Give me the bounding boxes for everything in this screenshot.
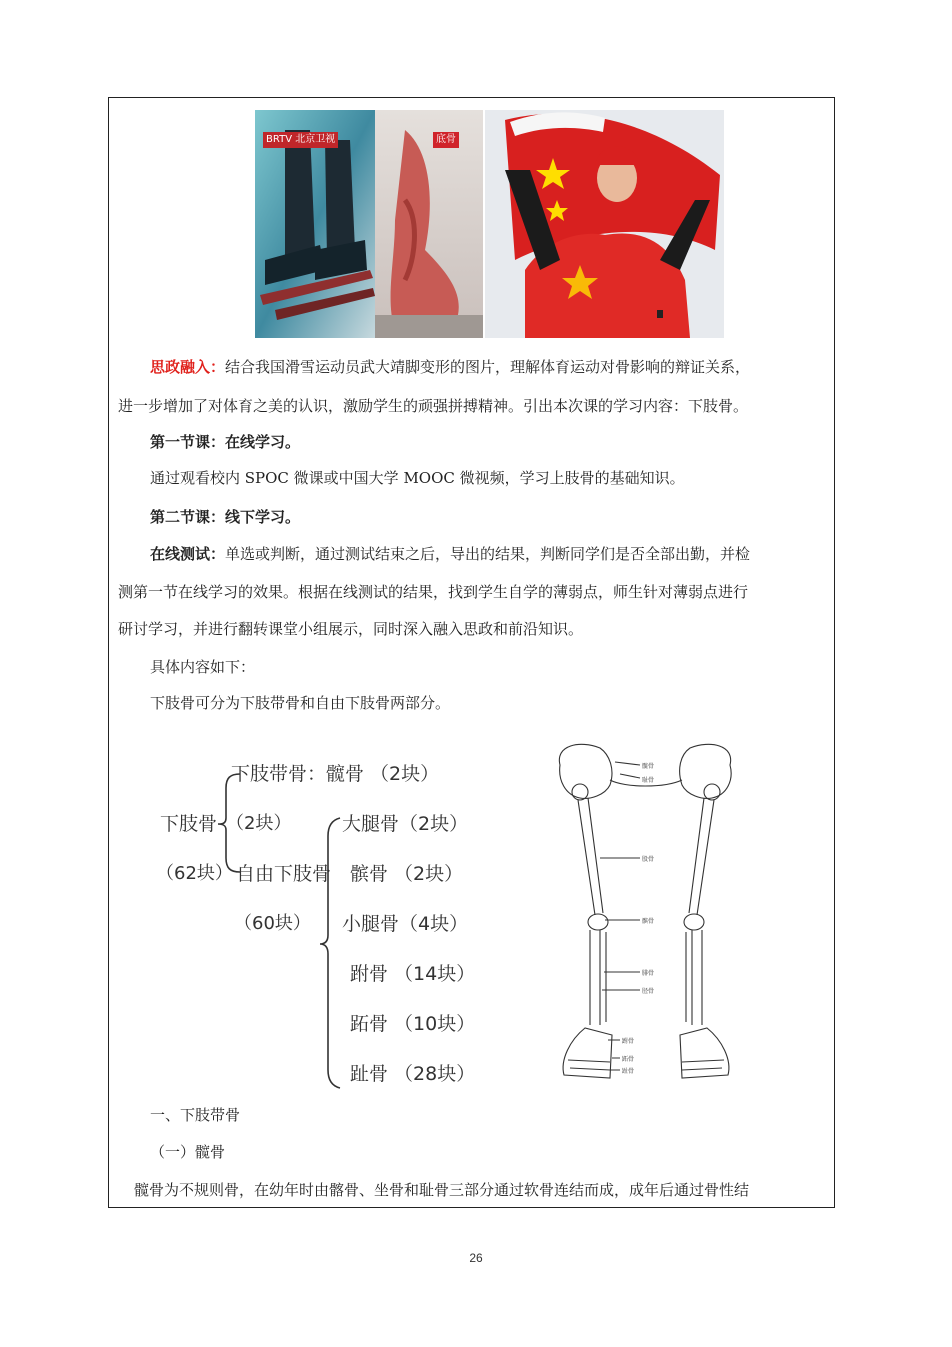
online-test-text: 单选或判断，通过测试结束之后，导出的结果，判断同学们是否全部出勤，并检 (225, 545, 751, 563)
skeleton-label: 腓骨 (642, 970, 655, 977)
page-number: 26 (469, 1251, 483, 1265)
skeleton-label: 跖骨 (622, 1056, 635, 1063)
tv-channel-badge: BRTV 北京卫视 (263, 132, 338, 148)
tree-branch-pelvic-count: （2块） (226, 813, 292, 834)
tree-leaf: 跖骨 （10块） (350, 1013, 476, 1035)
subsection-heading-hip-bone: （一）髋骨 (150, 1143, 226, 1161)
tree-leaf: 跗骨 （14块） (350, 963, 476, 985)
paragraph-online-test (150, 543, 858, 565)
heading-first-lesson: 第一节课：在线学习。 (150, 433, 301, 451)
heading-second-lesson: 第二节课：线下学习。 (150, 508, 301, 526)
skeleton-label: 胫骨 (642, 988, 655, 995)
online-test-label: 在线测试： (150, 545, 226, 563)
skeleton-label: 髌骨 (642, 918, 655, 925)
paragraph-hip-bone: 髋骨为不规则骨，在幼年时由髂骨、坐骨和耻骨三部分通过软骨连结而成，成年后通过骨性结 (134, 1181, 750, 1199)
section-heading-pelvic-girdle: 一、下肢带骨 (150, 1106, 241, 1124)
paragraph-online-test-cont2: 研讨学习，并进行翻转课堂小组展示，同时深入融入思政和前沿知识。 (118, 620, 584, 638)
lower-limb-skeleton-figure (540, 740, 752, 1088)
sizheng-label: 思政融入： (150, 358, 226, 376)
paragraph-online-test-cont: 测第一节在线学习的效果。根据在线测试的结果，找到学生自学的薄弱点，师生针对薄弱点进行 (118, 583, 749, 601)
photo-caption-badge: 底骨 (433, 132, 459, 148)
skeleton-label: 耻骨 (642, 777, 655, 784)
tree-branch-free: 自由下肢骨 (236, 863, 332, 885)
tree-root-count: （62块） (156, 863, 233, 884)
paragraph-details-intro: 具体内容如下： (150, 658, 256, 676)
skeleton-drawing (540, 740, 752, 1088)
skeleton-label: 趾骨 (622, 1068, 635, 1075)
tree-leaf: 大腿骨（2块） (342, 813, 469, 835)
paragraph-online-study: 通过观看校内 SPOC 微课或中国大学 MOOC 微视频，学习上肢骨的基础知识。 (150, 469, 685, 487)
tree-leaf: 髌骨 （2块） (350, 863, 464, 885)
paragraph-sizheng-cont: 进一步增加了对体育之美的认识，激励学生的顽强拼搏精神。引出本次课的学习内容：下肢骨。 (118, 397, 749, 415)
paragraph-sizheng (150, 356, 858, 378)
tree-branch-free-count: （60块） (234, 913, 311, 934)
tree-branch-pelvic: 下肢带骨：髋骨 （2块） (231, 763, 440, 785)
skater-feet-photo (255, 110, 483, 338)
tree-leaf: 小腿骨（4块） (342, 913, 469, 935)
sizheng-text: 结合我国滑雪运动员武大靖脚变形的图片，理解体育运动对骨影响的辩证关系， (225, 358, 751, 376)
skeleton-label: 跗骨 (622, 1038, 635, 1045)
tree-root: 下肢骨 (160, 813, 218, 835)
athlete-flag-photo (485, 110, 724, 338)
tree-brackets (140, 760, 350, 1090)
skeleton-label: 股骨 (642, 856, 655, 863)
paragraph-lower-limb-split: 下肢骨可分为下肢带骨和自由下肢骨两部分。 (150, 694, 451, 712)
skeleton-label: 髋骨 (642, 763, 655, 770)
tree-leaf: 趾骨 （28块） (350, 1063, 476, 1085)
athlete-flag-image (485, 110, 724, 338)
